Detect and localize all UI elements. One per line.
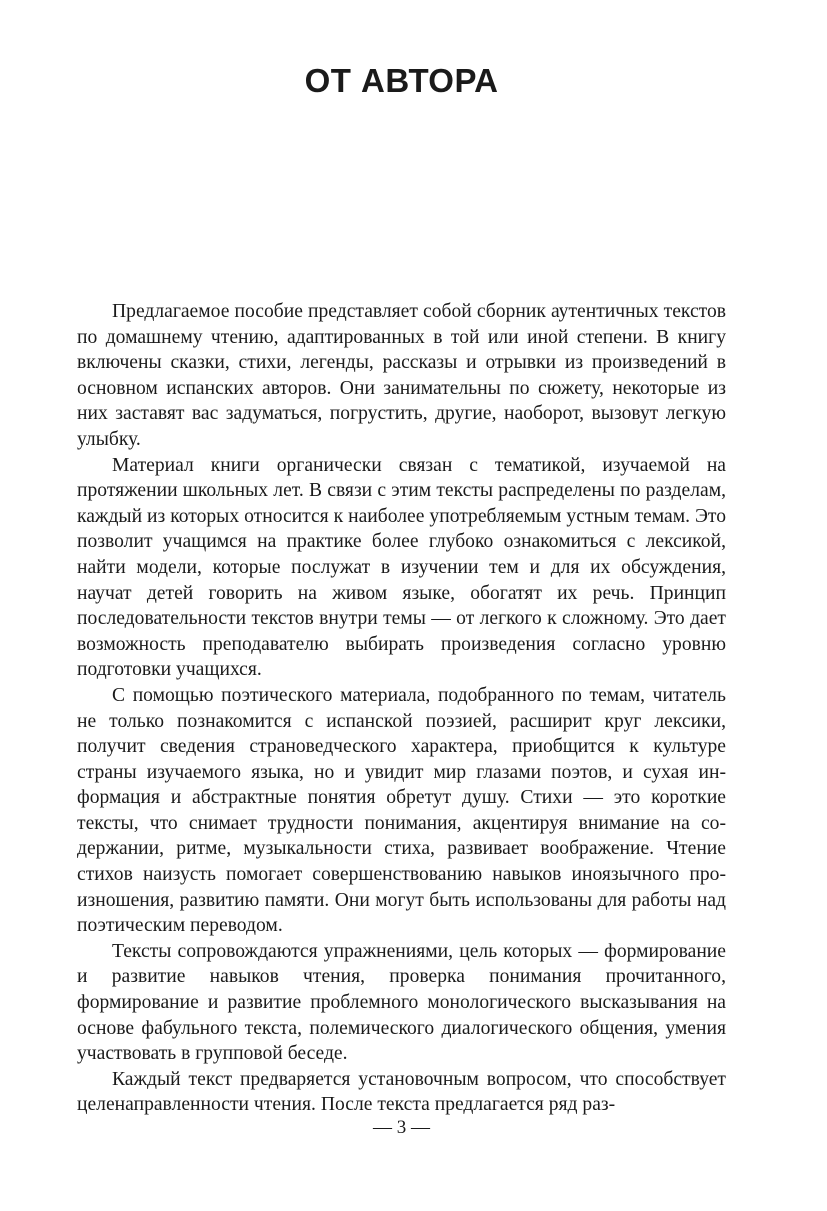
page-number: — 3 — — [373, 1117, 430, 1138]
paragraph-2: Материал книги органически связан с тематикой, изучаемой на протяжении школьных лет. В связи с этим тексты распределены по разделам, каждый из которых относится к наиболее употребляемым устным темам. Это позволит учащимся на практике более глубоко ознакомиться с лексикой, найти модели, которые послужат в изучении тем и для их обсуждения, научат детей говорить на живом языке, обогатят их речь. Принцип последовательности текстов внутри темы — от легкого к сложному. Это дает возможность преподавателю выбирать произведения согласно уровню подготовки учащихся. — [77, 454, 726, 681]
paragraph-1: Предлагаемое пособие представляет собой сборник аутентичных текстов по домашнему чтению, адаптированных в той или иной степени. В книгу включены сказки, стихи, легенды, рассказы и отрывки из произведений в основном испанских авторов. Они занимательны по сюжету, некоторые из них заставят вас задуматься, погрустить, другие, наоборот, вызовут легкую улыбку. — [77, 301, 726, 450]
paragraph-5: Каждый текст предваряется установочным вопросом, что способствует целенаправленности чтения. После текста предлагается ряд раз- — [77, 1068, 726, 1116]
page-title: ОТ АВТОРА — [304, 62, 499, 99]
paragraph-4: Тексты сопровождаются упражнениями, цель которых — формирование и развитие навыков чтения, проверка понимания прочитанного, формирование и развитие проблемного монологического высказывания на основе фабульного текста, полемического диалогического общения, умения участвовать в групповой беседе. — [77, 940, 726, 1065]
paragraph-3: С помощью поэтического материала, подобранного по темам, читатель не только познакомится с испанской поэзией, расширит круг лексики, получит сведения страноведческого характера, приобщится к культуре страны изучаемого языка, но и увидит мир глазами поэтов, и сухая информация и абстрактные понятия обретут душу. Стихи — это короткие тексты, что снимает трудности понимания, акцентируя внимание на содержании, ритме, музыкальности стиха, развивает воображение. Чтение стихов наизусть помогает совершенствованию навыков иноязычного произношения, развитию памяти. Они могут быть использованы для работы над поэтическим переводом. — [77, 684, 726, 937]
body-text — [77, 299, 726, 1118]
